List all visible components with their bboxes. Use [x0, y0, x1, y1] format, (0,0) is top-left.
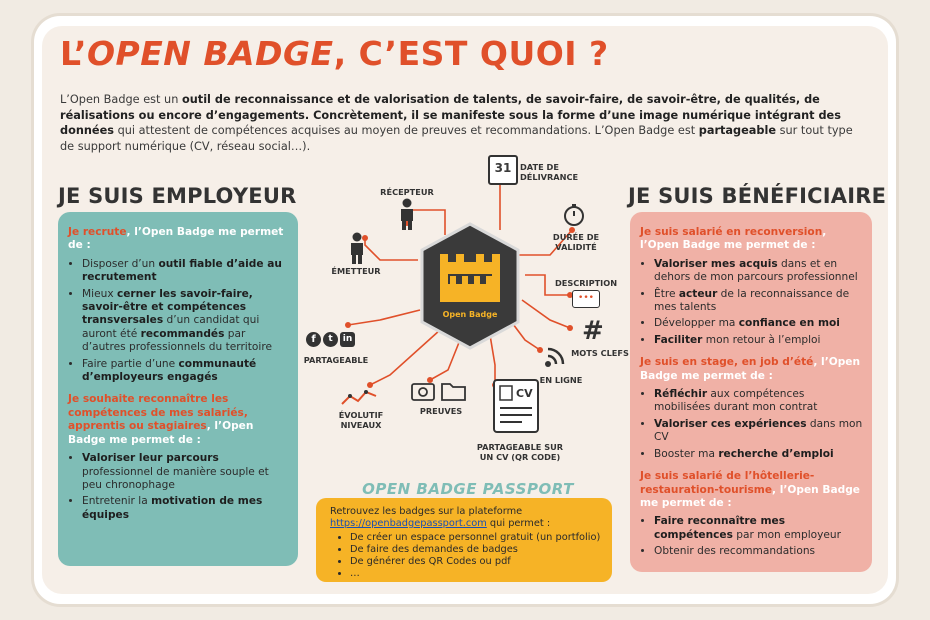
wifi-icon [544, 346, 566, 368]
list-item: • Obtenir des recommandations [654, 545, 864, 558]
list-item: • Booster ma recherche d’emploi [654, 448, 864, 461]
label-duree: DURÉE DE VALIDITÉ [552, 232, 600, 252]
label-date: DATE DE DÉLIVRANCE [520, 162, 579, 182]
stopwatch-icon [562, 203, 586, 227]
camera-folder-icon [410, 378, 470, 402]
connector-emetteur [365, 238, 418, 260]
connector-mots [522, 300, 570, 328]
list-item: • Valoriser ces expériences dans mon CV [654, 418, 864, 445]
person-icon [348, 232, 366, 264]
label-partageable: PARTAGEABLE [303, 355, 369, 365]
list-item: • Entretenir la motivation de mes équipes [82, 495, 290, 522]
beneficiaire-list-2 [640, 388, 864, 461]
passport-intro: Retrouvez les badges sur la plateforme https://openbadgepassport.com qui permet : [330, 506, 551, 529]
label-description: DESCRIPTION [554, 278, 618, 288]
beneficiaire-panel [630, 212, 872, 572]
label-recepteur: RÉCEPTEUR [380, 187, 434, 197]
person-icon [398, 198, 416, 230]
list-item: • Mieux cerner les savoir-faire, savoir-être et compétences transversales d’un candidat qui auront été recommandés par d’autres professionnels du territoire [82, 288, 290, 355]
passport-list [316, 532, 612, 580]
social-icons [306, 332, 355, 347]
list-item: • Faciliter mon retour à l’emploi [654, 334, 864, 347]
list-item: • Être acteur de la reconnaissance de mes talents [654, 288, 864, 315]
list-item: • Disposer d’un outil fiable d’aide au recrutement [82, 258, 290, 285]
list-item: • Faire reconnaître mes compétences par mon employeur [654, 515, 864, 542]
list-item: • Faire partie d’une communauté d’employeurs engagés [82, 358, 290, 385]
employeur-heading: JE SUIS EMPLOYEUR [58, 184, 297, 208]
list-item: • De créer un espace personnel gratuit (un portfolio) [350, 532, 612, 544]
connector-partageable [348, 310, 420, 325]
badge-label: Open Badge [442, 310, 498, 319]
connector-evolutif [370, 330, 440, 385]
speech-bubble-icon: ••• [572, 290, 600, 308]
list-item: • Valoriser mes acquis dans et en dehors de mon parcours professionnel [654, 258, 864, 285]
intro-paragraph: L’Open Badge est un outil de reconnaissance et de valorisation de talents, de savoir-faire, de savoir-être, de qualités, de réalisations ou encore d’engagements. Concrètement, il se manifeste sous la forme d’une image numérique intégrant des données qui attestent de compétences acquises au moyen de preuves et recommandations. L’Open Badge est partageable sur tout type de support numérique (CV, réseau social…). [60, 93, 853, 153]
page-title: L’OPEN BADGE, C’EST QUOI ? [60, 34, 609, 73]
employeur-list-1 [68, 258, 290, 385]
list-item: • Réfléchir aux compétences mobilisées durant mon contrat [654, 388, 864, 415]
hashtag-icon: # [582, 316, 604, 346]
label-evolutif: ÉVOLUTIF NIVEAUX [338, 410, 384, 430]
beneficiaire-heading: JE SUIS BÉNÉFICIAIRE [628, 184, 887, 208]
employeur-list-2 [68, 452, 290, 522]
label-emetteur: ÉMETTEUR [331, 266, 381, 276]
list-item: • Valoriser leur parcours professionnel de manière souple et peu chronophage [82, 452, 290, 492]
twitter-icon: t [323, 332, 338, 347]
list-item: • De faire des demandes de badges [350, 544, 612, 556]
employeur-lead-1: Je recrute, l’Open Badge me permet de : [68, 226, 284, 252]
list-item: • Développer ma confiance en moi [654, 317, 864, 330]
passport-box [316, 498, 612, 582]
calendar-icon: 31 [488, 155, 518, 185]
label-mots: MOTS CLEFS [571, 348, 629, 358]
linkedin-icon: in [340, 332, 355, 347]
passport-link[interactable]: https://openbadgepassport.com [330, 518, 487, 529]
label-cv: PARTAGEABLE SUR UN CV (QR CODE) [476, 442, 564, 462]
list-item: • De générer des QR Codes ou pdf [350, 556, 612, 568]
beneficiaire-lead-2: Je suis en stage, en job d’été, l’Open Badge me permet de : [640, 356, 861, 382]
chart-line-icon [340, 386, 378, 408]
beneficiaire-lead-1: Je suis salarié en reconversion, l’Open Badge me permet de : [640, 226, 827, 252]
beneficiaire-list-3 [640, 515, 864, 558]
beneficiaire-lead-3: Je suis salarié de l’hôtellerie-restauration-tourisme, l’Open Badge me permet de : [640, 470, 860, 509]
label-enligne: EN LIGNE [539, 375, 583, 385]
connector-preuves [430, 340, 460, 380]
employeur-lead-2: Je souhaite reconnaître les compétences de mes salariés, apprentis ou stagiaires, l’Open Badge me permet de : [68, 393, 254, 446]
beneficiaire-list-1 [640, 258, 864, 347]
svg-text:CV: CV [516, 387, 533, 400]
label-preuves: PREUVES [419, 406, 463, 416]
passport-title: OPEN BADGE PASSPORT [362, 480, 574, 498]
employeur-panel [58, 212, 298, 566]
facebook-icon: f [306, 332, 321, 347]
list-item: • … [350, 568, 612, 580]
cv-document-icon [492, 378, 542, 436]
